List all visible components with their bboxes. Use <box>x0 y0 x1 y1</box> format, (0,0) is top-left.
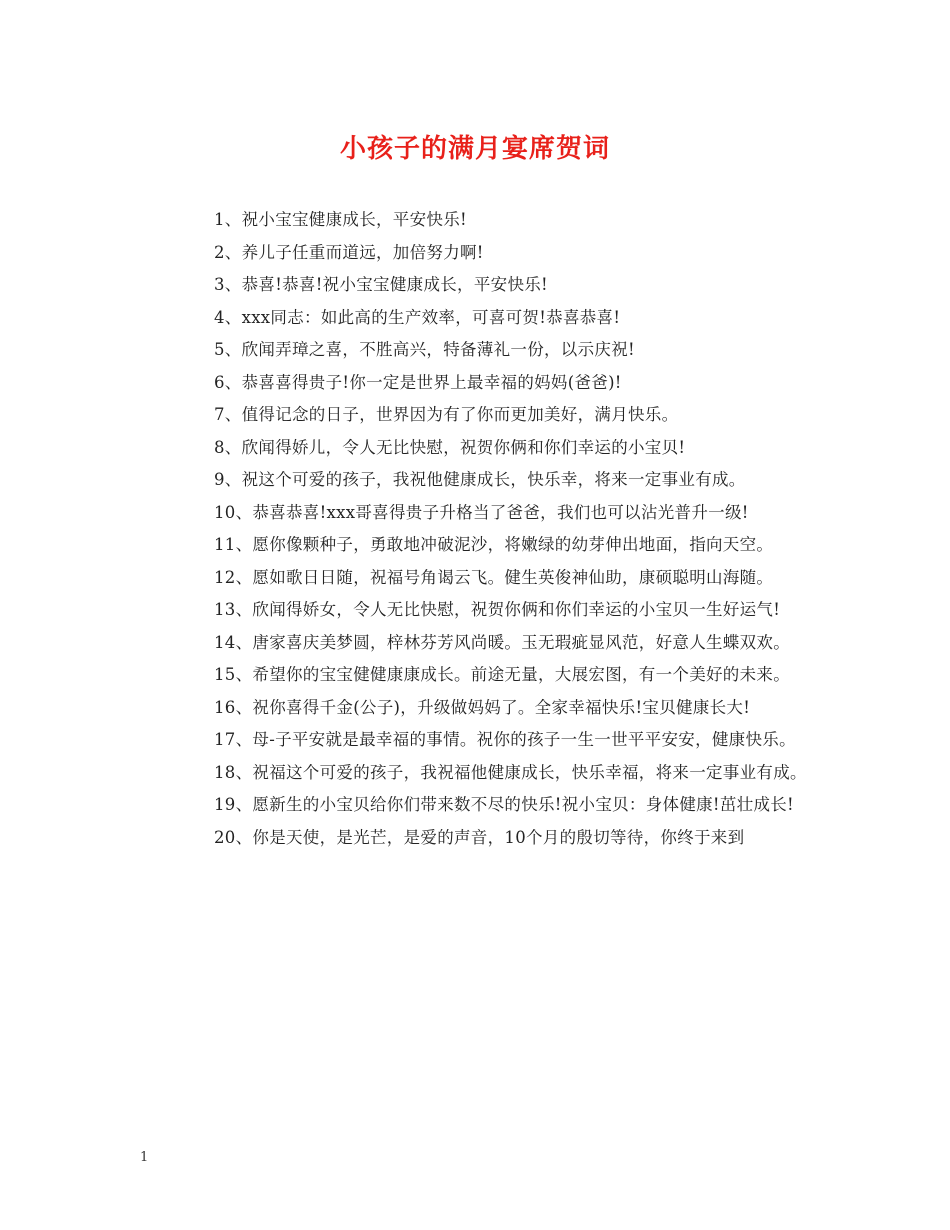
list-item: 10、恭喜恭喜!xxx哥喜得贵子升格当了爸爸，我们也可以沾光普升一级! <box>214 502 749 522</box>
document-body <box>140 204 812 854</box>
list-item: 3、恭喜!恭喜!祝小宝宝健康成长，平安快乐! <box>214 275 548 294</box>
list-item: 13、欣闻得娇女，令人无比快慰，祝贺你俩和你们幸运的小宝贝一生好运气! <box>214 600 781 619</box>
list-item: 17、母-子平安就是最幸福的事情。祝你的孩子一生一世平平安安，健康快乐。 <box>214 730 796 749</box>
list-item: 11、愿你像颗种子，勇敢地冲破泥沙，将嫩绿的幼芽伸出地面，指向天空。 <box>214 535 774 554</box>
list-item: 6、恭喜喜得贵子!你一定是世界上最幸福的妈妈(爸爸)! <box>214 372 622 392</box>
page-title: 小孩子的满月宴席贺词 <box>339 134 610 164</box>
list-item: 20、你是天使，是光芒，是爱的声音，10个月的殷切等待，你终于来到 <box>214 827 745 847</box>
list-item: 7、值得记念的日子，世界因为有了你而更加美好，满月快乐。 <box>214 405 679 424</box>
list-item: 19、愿新生的小宝贝给你们带来数不尽的快乐!祝小宝贝：身体健康!茁壮成长! <box>214 795 794 814</box>
page-number: 1 <box>140 1150 149 1165</box>
list-item: 1、祝小宝宝健康成长，平安快乐! <box>214 210 467 229</box>
list-item: 8、欣闻得娇儿，令人无比快慰，祝贺你俩和你们幸运的小宝贝! <box>214 437 686 457</box>
list-item: 18、祝福这个可爱的孩子，我祝福他健康成长，快乐幸福，将来一定事业有成。 <box>214 762 807 782</box>
list-item: 16、祝你喜得千金(公子)，升级做妈妈了。全家幸福快乐!宝贝健康长大! <box>214 697 751 717</box>
list-item: 15、希望你的宝宝健健康康成长。前途无量，大展宏图，有一个美好的未来。 <box>214 665 790 684</box>
list-item: 4、xxx同志：如此高的生产效率，可喜可贺!恭喜恭喜! <box>214 307 621 327</box>
list-item: 5、欣闻弄璋之喜，不胜高兴，特备薄礼一份，以示庆祝! <box>214 340 635 359</box>
list-item: 14、唐家喜庆美梦圆，梓林芬芳风尚暖。玉无瑕疵显风范，好意人生蝶双欢。 <box>214 632 790 652</box>
list-item: 2、养儿子任重而道远，加倍努力啊! <box>214 242 484 262</box>
list-item: 12、愿如歌日日随，祝福号角谒云飞。健生英俊神仙助，康硕聪明山海随。 <box>214 567 774 587</box>
list-item: 9、祝这个可爱的孩子，我祝他健康成长，快乐幸，将来一定事业有成。 <box>214 470 746 489</box>
